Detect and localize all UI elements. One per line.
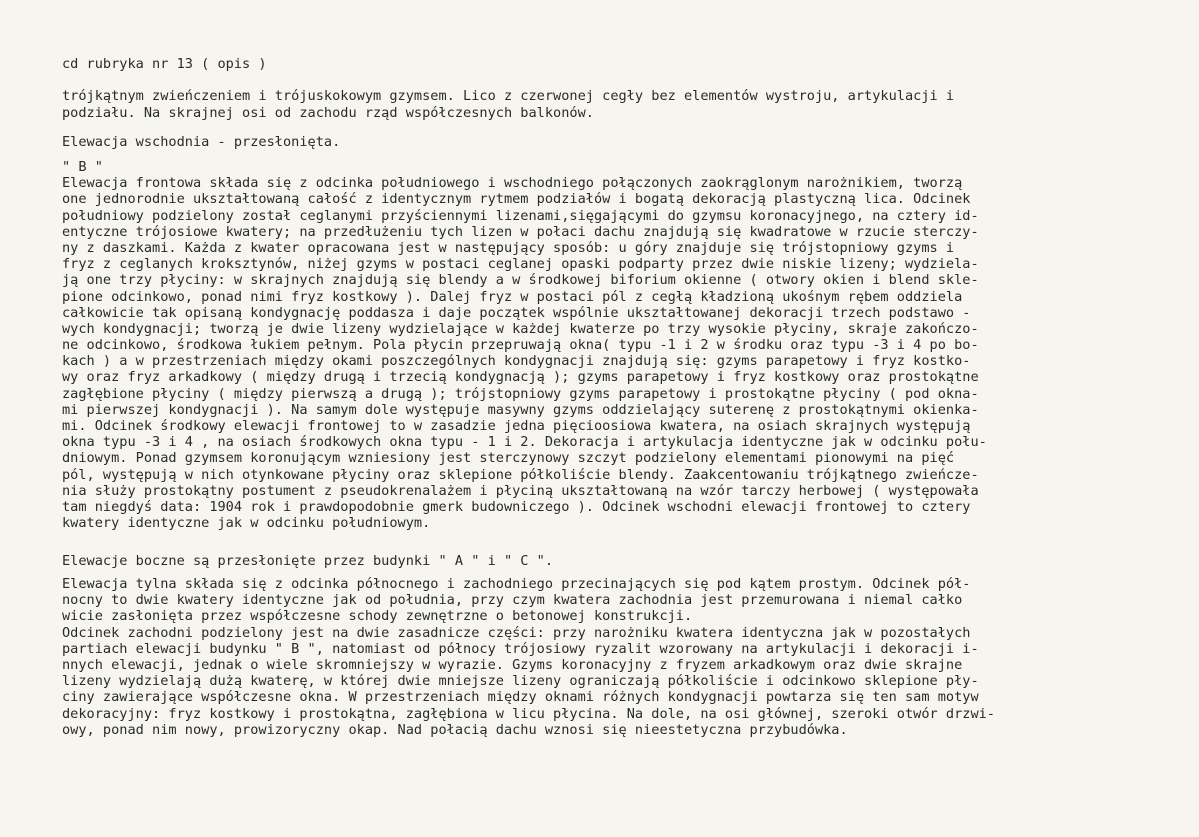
intro-paragraph: [62, 88, 1172, 122]
text-line: wy oraz fryz arkadkowy ( między drugą i trzecią kondygnacją ); gzyms parapetowy i fryz kostkowy oraz prostokątne: [62, 369, 979, 386]
text-line: owy, ponad nim nowy, prowizoryczny okap. Nad połacią dachu wznosi się nieestetyczna przybudówka.: [62, 721, 848, 738]
text-line: dekoracyjny: fryz kostkowy i prostokątna, zagłębiona w licu płycina. Na dole, na osi głównej, szeroki otwór drzwi-: [62, 705, 995, 722]
text-line: mi. Odcinek środkowy elewacji frontowej to w zasadzie jedna pięcioosiowa kwatera, na osiach skrajnych występują: [62, 418, 971, 434]
text-line: zagłębione płyciny ( między pierwszą a drugą ); trójstopniowy gzyms parapetowy i prostokątne płyciny ( pod okna-: [62, 385, 979, 402]
text-line: nocny to dwie kwatery identyczne jak od południa, przy czym kwatera zachodnia jest przemurowana i niemal całko: [62, 592, 963, 609]
text-line: Elewacja tylna składa się z odcinka północnego i zachodniego przecinających się pod kątem prostym. Odcinek pół-: [62, 576, 971, 592]
section-heading: " B ": [62, 159, 103, 175]
text-line: tam niegdyś data: 1904 rok i prawdopodobnie gmerk budowniczego ). Odcinek wschodni elewacji frontowej to cztery: [62, 498, 971, 515]
text-line: Odcinek zachodni podzielony jest na dwie zasadnicze części: przy narożniku kwatera identyczna jak w pozostałych: [62, 624, 971, 641]
document-header: cd rubryka nr 13 ( opis ): [62, 56, 267, 72]
text-line: ne odcinkowo, środkowa łukiem pełnym. Pola płycin przepruwają okna( typu -1 i 2 w środku oraz typu -3 i 4 po bo-: [62, 337, 979, 354]
text-line: kach ) a w przestrzeniach między okami poszczególnych kondygnacji znajdują się: gzyms parapetowy i fryz kostko-: [62, 353, 971, 370]
text-line: ją one trzy płyciny: w skrajnych znajdują się blendy a w środkowej biforium okienne ( otwory okien i blend skle-: [62, 272, 979, 289]
text-line: okna typu -3 i 4 , na osiach środkowych okna typu - 1 i 2. Dekoracja i artykulacja identyczne jak w odcinku połu-: [62, 434, 987, 451]
text-line: ny z daszkami. Każda z kwater opracowana jest w następujący sposób: u góry znajduje się trójstopniowy gzyms i: [62, 239, 955, 256]
building-b-section: [62, 159, 1172, 531]
rear-elevation-section: [62, 576, 1172, 738]
text-line: południowy podzielony został ceglanymi przyściennymi lizenami,sięgającymi do gzymsu koronacyjnego, na cztery id-: [62, 207, 979, 224]
text-line: pól, występują w nich otynkowane płyciny oraz sklepione półkoliście blendy. Zaakcentowaniu trójkątnego zwieńcze-: [62, 466, 979, 483]
text-line: lizeny wydzielają dużą kwaterę, w której dwie mniejsze lizeny ograniczają półkoliście i odcinkowo sklepione pły-: [62, 673, 979, 690]
text-line: wicie zasłonięta przez współczesne schody zewnętrzne o betonowej konstrukcji.: [62, 608, 693, 625]
text-line: mi pierwszej kondygnacji ). Na samym dole występuje masywny gzyms oddzielający suterenę z prostokątnymi okienka-: [62, 401, 979, 418]
text-line: pione odcinkowo, ponad nimi fryz kostkowy ). Dalej fryz w postaci pól z cegłą kładzioną ukośnym rębem oddziela: [62, 288, 963, 305]
text-line: partiach elewacji budynku " B ", natomiast od północy trójosiowy ryzalit wzorowany na artykulacji i dekoracji i-: [62, 640, 979, 657]
text-line: nnych elewacji, jednak o wiele skromniejszy w wyrazie. Gzyms koronacyjny z fryzem arkadkowym oraz dwie skrajne: [62, 656, 963, 673]
text-line: dniowym. Ponad gzymsem koronującym wzniesiony jest sterczynowy szczyt podzielony elementami pionowymi na pięć: [62, 450, 955, 467]
east-elevation-note: Elewacja wschodnia - przesłonięta.: [62, 134, 341, 150]
text-line: podziału. Na skrajnej osi od zachodu rząd współczesnych balkonów.: [62, 105, 594, 121]
text-line: kwatery identyczne jak w odcinku południowym.: [62, 515, 431, 532]
text-line: nia służy prostokątny postument z pseudokrenalażem i płyciną ukształtowaną na wzór tarczy herbowej ( występowała: [62, 482, 979, 499]
text-line: one jednorodnie ukształtowaną całość z identycznym rytmem podziałów i bogatą dekoracją plastyczną lica. Odcinek: [62, 191, 971, 208]
text-line: całkowicie tak opisaną kondygnację poddasza i daje początek wspólnie ukształtowanej dekoracji trzech podstawo -: [62, 304, 971, 321]
text-line: trójkątnym zwieńczeniem i trójuskokowym gzymsem. Lico z czerwonej cegły bez elementów wystroju, artykulacji i: [62, 88, 955, 104]
side-elevations-note: Elewacje boczne są przesłonięte przez budynki " A " i " C ".: [62, 553, 554, 569]
text-line: Elewacja frontowa składa się z odcinka południowego i wschodniego połączonych zaokrąglonym narożnikiem, tworzą: [62, 175, 963, 192]
text-line: fryz z ceglanych kroksztynów, niżej gzyms w postaci ceglanej opaski podparty przez dwie niskie lizeny; wydziela-: [62, 256, 979, 273]
text-line: entyczne trójosiowe kwatery; na przedłużeniu tych lizen w połaci dachu znajdują się kwadratowe w rzucie sterczy-: [62, 223, 979, 240]
text-line: wych kondygnacji; tworzą je dwie lizeny wydzielające w każdej kwaterze po trzy wysokie płyciny, skraje zakończo-: [62, 320, 979, 337]
text-line: ciny zawierające współczesne okna. W przestrzeniach między oknami różnych kondygnacji powtarza się ten sam motyw: [62, 689, 979, 706]
